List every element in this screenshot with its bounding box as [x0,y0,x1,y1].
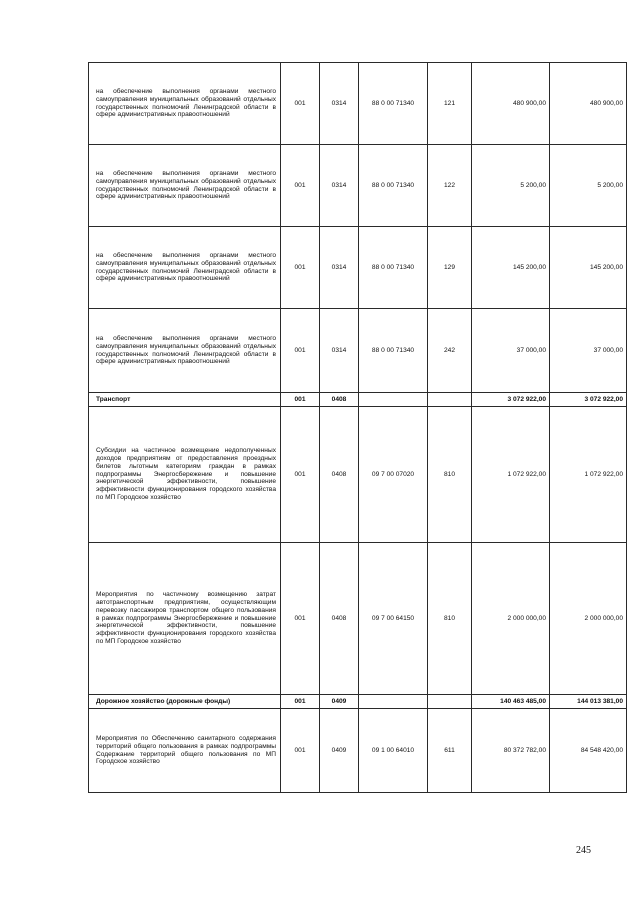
row-sum-year2: 1 072 922,00 [550,407,627,543]
row-target-code: 09 7 00 07020 [359,407,428,543]
table-row [89,145,627,227]
row-expense-type: 129 [428,227,472,309]
row-description: Мероприятия по частичному возмещению затрат автотранспортным предприятиям, осуществляющим перевозку пассажиров транспортом общего пользования в рамках подпрограммы Энергосбережение и повышение энергетической эффективности, повышение эффективности функционирования городского хозяйства по МП Городское хозяйство [89,543,281,695]
row-sum-year1: 2 000 000,00 [472,543,550,695]
row-sum-year1: 3 072 922,00 [472,393,550,407]
row-section-code: 0314 [320,227,359,309]
row-target-code: 88 0 00 71340 [359,63,428,145]
row-sum-year1: 140 463 485,00 [472,695,550,709]
row-ministry-code: 001 [281,543,320,695]
row-sum-year2: 2 000 000,00 [550,543,627,695]
row-description: Мероприятия по Обеспечению санитарного содержания территорий общего пользования в рамках подпрограммы Содержание территорий общего пользования по МП Городское хозяйство [89,709,281,793]
table-row [89,309,627,393]
row-target-code: 88 0 00 71340 [359,227,428,309]
row-sum-year1: 1 072 922,00 [472,407,550,543]
row-ministry-code: 001 [281,63,320,145]
row-expense-type: 122 [428,145,472,227]
row-ministry-code: 001 [281,709,320,793]
row-sum-year1: 80 372 782,00 [472,709,550,793]
row-target-code: 88 0 00 71340 [359,309,428,393]
row-section-code: 0409 [320,709,359,793]
row-expense-type: 611 [428,709,472,793]
row-ministry-code: 001 [281,695,320,709]
row-expense-type: 810 [428,407,472,543]
row-expense-type: 121 [428,63,472,145]
row-sum-year1: 145 200,00 [472,227,550,309]
row-target-code [359,393,428,407]
row-description: Дорожное хозяйство (дорожные фонды) [89,695,281,709]
row-sum-year2: 37 000,00 [550,309,627,393]
table-row [89,63,627,145]
row-sum-year1: 5 200,00 [472,145,550,227]
table-row [89,543,627,695]
row-sum-year2: 84 548 420,00 [550,709,627,793]
row-description: Субсидии на частичное возмещение недополученных доходов предприятиям от предоставления проездных билетов льготным категориям граждан в рамках подпрограммы Энергосбережение и повышение энергетической эффективности, повышение эффективности функционирования городского хозяйства по МП Городское хозяйство [89,407,281,543]
row-description: на обеспечение выполнения органами местного самоуправления муниципальных образований отдельных государственных полномочий Ленинградской области в сфере административных правоотношений [89,63,281,145]
row-sum-year1: 480 900,00 [472,63,550,145]
row-target-code: 09 1 00 64010 [359,709,428,793]
row-sum-year2: 480 900,00 [550,63,627,145]
row-section-code: 0314 [320,63,359,145]
table-row [89,407,627,543]
row-expense-type: 242 [428,309,472,393]
row-target-code [359,695,428,709]
row-target-code: 09 7 00 64150 [359,543,428,695]
row-expense-type: 810 [428,543,472,695]
row-ministry-code: 001 [281,309,320,393]
table-row [89,227,627,309]
row-sum-year2: 145 200,00 [550,227,627,309]
table-row [89,709,627,793]
row-section-code: 0409 [320,695,359,709]
table-row-section-transport [89,393,627,407]
row-sum-year2: 5 200,00 [550,145,627,227]
row-expense-type [428,695,472,709]
row-ministry-code: 001 [281,227,320,309]
row-section-code: 0314 [320,145,359,227]
row-sum-year2: 3 072 922,00 [550,393,627,407]
row-description: на обеспечение выполнения органами местного самоуправления муниципальных образований отдельных государственных полномочий Ленинградской области в сфере административных правоотношений [89,227,281,309]
row-description: на обеспечение выполнения органами местного самоуправления муниципальных образований отдельных государственных полномочий Ленинградской области в сфере административных правоотношений [89,309,281,393]
page-number: 245 [576,845,591,856]
budget-table [88,62,627,793]
row-section-code: 0408 [320,407,359,543]
table-body [89,63,627,793]
row-ministry-code: 001 [281,145,320,227]
row-ministry-code: 001 [281,407,320,543]
row-sum-year1: 37 000,00 [472,309,550,393]
row-expense-type [428,393,472,407]
row-section-code: 0314 [320,309,359,393]
row-section-code: 0408 [320,393,359,407]
table-row-section-road-fund [89,695,627,709]
row-description: на обеспечение выполнения органами местного самоуправления муниципальных образований отдельных государственных полномочий Ленинградской области в сфере административных правоотношений [89,145,281,227]
row-sum-year2: 144 013 381,00 [550,695,627,709]
row-ministry-code: 001 [281,393,320,407]
row-description: Транспорт [89,393,281,407]
row-section-code: 0408 [320,543,359,695]
row-target-code: 88 0 00 71340 [359,145,428,227]
